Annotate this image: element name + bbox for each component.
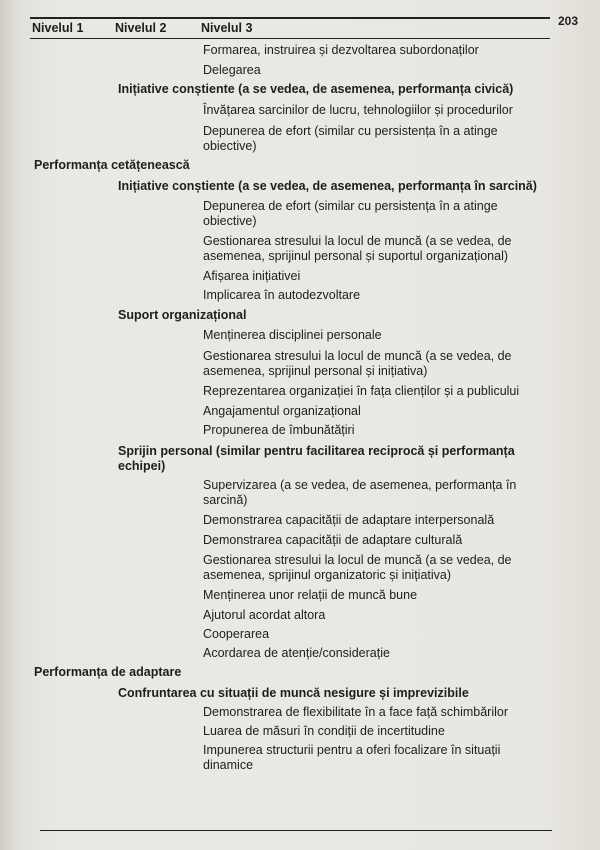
level3-item: Gestionarea stresului la locul de muncă (a se vedea, de asemenea, sprijinul personal și suportul organizațional) — [203, 234, 512, 263]
level2-category: Inițiative conștiente (a se vedea, de asemenea, performanța civică) — [118, 82, 514, 96]
level3-item: Supervizarea (a se vedea, de asemenea, performanța în sarcină) — [203, 478, 517, 507]
level3-item: Învățarea sarcinilor de lucru, tehnologiilor și procedurilor — [203, 103, 513, 117]
level3-item: Demonstrarea capacității de adaptare culturală — [203, 533, 463, 547]
level3-item: Gestionarea stresului la locul de muncă (a se vedea, de asemenea, sprijinul organizatoric și inițiativa) — [203, 553, 512, 582]
level3-item: Ajutorul acordat altora — [203, 608, 326, 622]
level3-item: Delegarea — [203, 63, 261, 77]
level3-item: Gestionarea stresului la locul de muncă (a se vedea, de asemenea, sprijinul personal și inițiativa) — [203, 349, 512, 378]
level3-item: Depunerea de efort (similar cu persistența în a atinge obiective) — [203, 199, 498, 228]
taxonomy-table-body — [0, 40, 600, 773]
level3-item: Formarea, instruirea și dezvoltarea subordonaților — [203, 43, 479, 57]
level3-item: Acordarea de atenție/considerație — [203, 646, 390, 660]
header-level-2: Nivelul 2 — [115, 21, 167, 35]
level1-category: Performanța de adaptare — [34, 665, 182, 679]
level3-item: Luarea de măsuri în condiții de incertitudine — [203, 724, 445, 738]
level2-category: Sprijin personal (similar pentru facilitarea reciprocă și performanța echipei) — [118, 444, 515, 473]
level3-item: Reprezentarea organizației în fața clienților și a publicului — [203, 384, 520, 398]
level3-item: Propunerea de îmbunătățiri — [203, 423, 355, 437]
header-level-3: Nivelul 3 — [201, 21, 253, 35]
level3-item: Demonstrarea de flexibilitate în a face față schimbărilor — [203, 705, 509, 719]
level2-category: Inițiative conștiente (a se vedea, de asemenea, performanța în sarcină) — [118, 179, 537, 193]
level3-item: Implicarea în autodezvoltare — [203, 288, 361, 302]
level3-item: Cooperarea — [203, 627, 270, 641]
level3-item: Depunerea de efort (similar cu persistența în a atinge obiective) — [203, 124, 498, 153]
bottom-rule — [40, 830, 552, 831]
level3-item: Menținerea unor relații de muncă bune — [203, 588, 418, 602]
table-header — [30, 19, 550, 39]
page-number: 203 — [557, 14, 578, 28]
level3-item: Afișarea inițiativei — [203, 269, 301, 283]
header-rule — [30, 38, 550, 39]
level3-item: Angajamentul organizațional — [203, 404, 361, 418]
level2-category: Suport organizațional — [118, 308, 247, 322]
level1-category: Performanța cetățenească — [34, 158, 190, 172]
level3-item: Demonstrarea capacității de adaptare interpersonală — [203, 513, 495, 527]
level3-item: Impunerea structurii pentru a oferi focalizare în situații dinamice — [203, 743, 501, 772]
header-level-1: Nivelul 1 — [32, 21, 84, 35]
level2-category: Confruntarea cu situații de muncă nesigure și imprevizibile — [118, 686, 469, 700]
level3-item: Menținerea disciplinei personale — [203, 328, 382, 342]
